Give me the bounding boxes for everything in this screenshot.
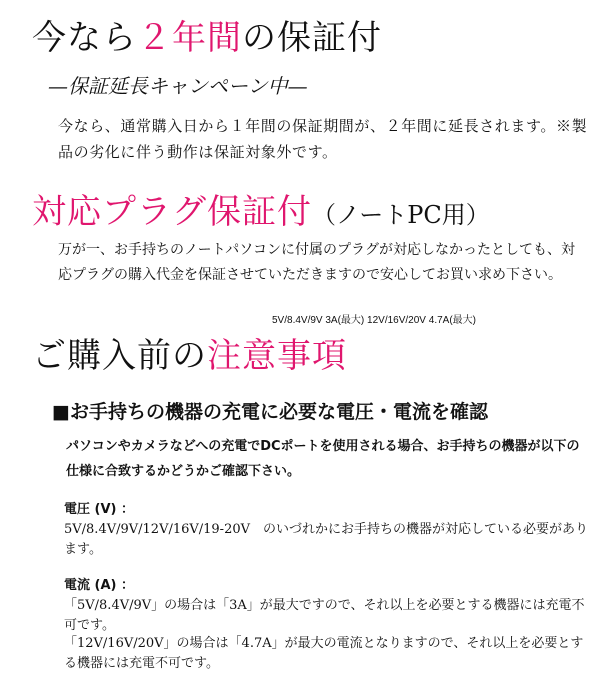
- precautions-title: [32, 334, 347, 378]
- precautions-title-highlight: 注意事項: [207, 336, 347, 376]
- campaign-subtitle: —保証延長キャンペーン中—: [48, 74, 308, 98]
- plug-guarantee-paragraph: 万が一、お手持ちのノートパソコンに付属のプラグが対応しなかったとしても、対応プラグの購入代金を保証させていただきますので安心してお買い求め下さい。: [58, 242, 576, 283]
- warranty-title-post: の保証付: [242, 18, 382, 58]
- spec-note: 5V/8.4V/9V 3A(最大) 12V/16V/20V 4.7A(最大): [272, 315, 476, 326]
- warranty-title: [32, 16, 382, 60]
- plug-guarantee-title: [32, 190, 490, 237]
- voltage-text: 5V/8.4V/9V/12V/16V/19-20V のいづれかにお手持ちの機器が対応している必要があります。: [64, 522, 589, 557]
- plug-guarantee-title-highlight: 対応プラグ保証付: [32, 192, 312, 232]
- warranty-paragraph: 今なら、通常購入日から１年間の保証期間が、２年間に延長されます。※製品の劣化に伴う動作は保証対象外です。: [58, 117, 588, 161]
- precautions-title-pre: ご購入前の: [32, 336, 207, 376]
- current-text-low-voltage: 「5V/8.4V/9V」の場合は「3A」が最大ですので、それ以上を必要とする機器には充電不可です。: [64, 598, 585, 633]
- current-label: 電流 (A) ：: [64, 578, 134, 593]
- precautions-intro: パソコンやカメラなどへの充電でDCポートを使用される場合、お手持ちの機器が以下の仕様に合致するかどうかご確認下さい。: [66, 439, 580, 479]
- voltage-label: 電圧 (V) ：: [64, 502, 134, 517]
- warranty-title-highlight: ２年間: [137, 18, 242, 58]
- current-text-high-voltage: 「12V/16V/20V」の場合は「4.7A」が最大の電流となりますので、それ以上を必要とする機器には充電不可です。: [64, 636, 584, 671]
- warranty-title-pre: 今なら: [32, 18, 137, 58]
- plug-guarantee-title-suffix: （ノートPC用）: [312, 201, 490, 229]
- precautions-subheading: ■お手持ちの機器の充電に必要な電圧・電流を確認: [52, 401, 488, 423]
